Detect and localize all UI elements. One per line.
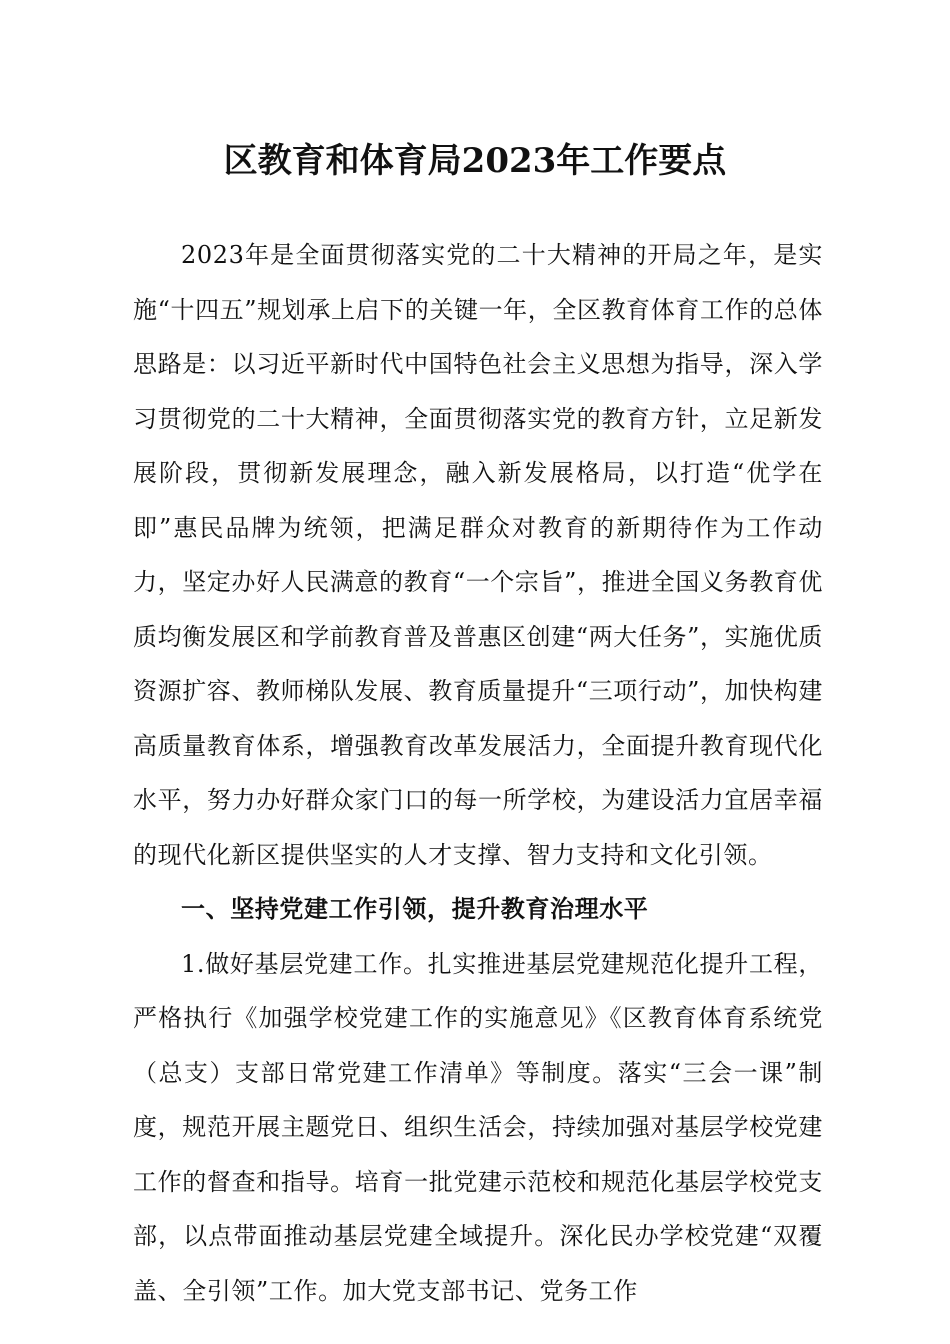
section-heading: 一、坚持党建工作引领，提升教育治理水平 — [181, 895, 649, 923]
document-title: 区教育和体育局2023年工作要点 — [223, 141, 727, 181]
section-paragraph: 1.做好基层党建工作。扎实推进基层党建规范化提升工程，严格执行《加强学校党建工作的实施意见》《区教育体育系统党（总支）支部日常党建工作清单》等制度。落实“三会一课”制度，规范开展主题党日、组织生活会，持续加强对基层学校党建工作的督查和指导。培育一批党建示范校和规范化基层学校党支部，以点带面推动基层党建全域提升。深化民办学校党建“双覆盖、全引领”工作。加大党支部书记、党务工作 — [133, 949, 823, 1305]
intro-paragraph: 2023年是全面贯彻落实党的二十大精神的开局之年，是实施“十四五”规划承上启下的关键一年，全区教育体育工作的总体思路是：以习近平新时代中国特色社会主义思想为指导，深入学习贯彻党的二十大精神，全面贯彻落实党的教育方针，立足新发展阶段，贯彻新发展理念，融入新发展格局，以打造“优学在即”惠民品牌为统领，把满足群众对教育的新期待作为工作动力，坚定办好人民满意的教育“一个宗旨”，推进全国义务教育优质均衡发展区和学前教育普及普惠区创建“两大任务”，实施优质资源扩容、教师梯队发展、教育质量提升“三项行动”，加快构建高质量教育体系，增强教育改革发展活力，全面提升教育现代化水平，努力办好群众家门口的每一所学校，为建设活力宜居幸福的现代化新区提供坚实的人才支撑、智力支持和文化引领。 — [133, 241, 823, 869]
document-body — [133, 228, 823, 1318]
